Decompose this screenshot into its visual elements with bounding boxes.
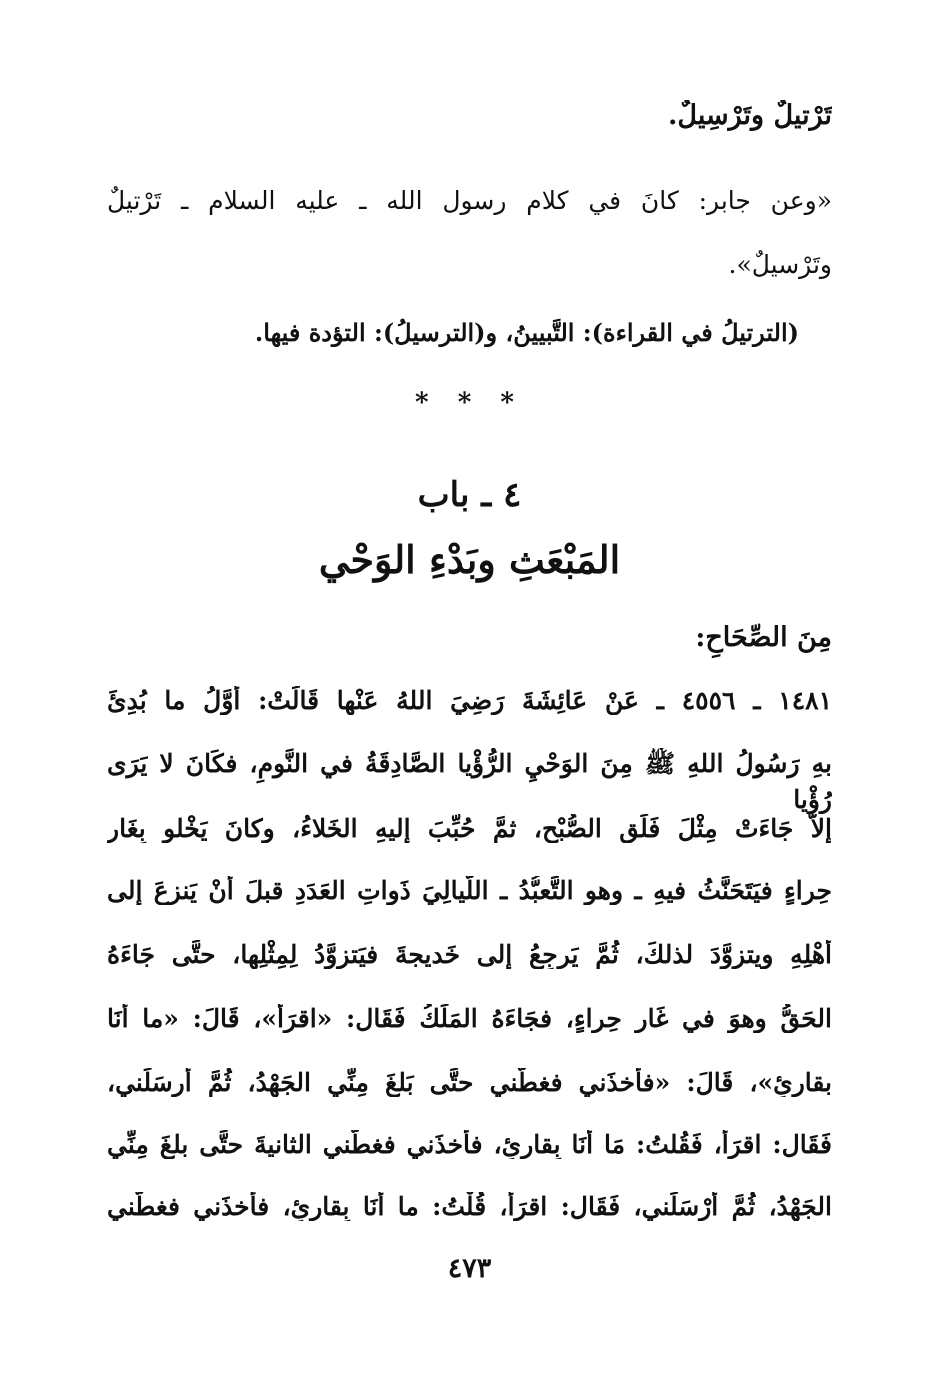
hadith-line: الحَقُّ وهوَ في غَارِ حِراءٍ، فجَاءَهُ المَلَكُ فَقَال: «اقرَأْ»، قَالَ: «ما أَنَا	[107, 1004, 832, 1033]
jabir-quote-line-2: وتَرْسيلٌ».	[728, 250, 832, 279]
chapter-title: المَبْعَثِ وبَدْءِ الوَحْي	[318, 537, 621, 582]
hadith-line: الجَهْدُ، ثُمَّ أَرْسَلَني، فَقَال: اقرَأْ، قُلْتُ: ما أنَا بِقارِئٍ، فأخذَني فغطَّني	[107, 1192, 832, 1221]
page-number: ٤٧٣	[447, 1253, 492, 1284]
hadith-line: أَهْلِهِ ويتزوَّدَ لذلكَ، ثُمَّ يَرجِعُ إلى خَديجةَ فيَتزوَّدُ لِمِثْلِها، حتَّى جَاءَهُ	[107, 940, 832, 969]
chapter-number: ٤ ـ باب	[417, 475, 522, 515]
hadith-line: بهِ رَسُولُ اللهِ ﷺ مِنَ الوَحْيِ الرُّؤْيا الصَّادِقَةُ في النَّومِ، فكَانَ لا يَرَى رُؤْيا	[107, 749, 832, 814]
hadith-line: ١٤٨١ ـ ٤٥٥٦ ـ عَنْ عَائِشَةَ رَضِيَ اللهُ عَنْها قَالَتْ: أَوَّلُ ما بُدِئَ	[107, 686, 832, 715]
section-separator: * * *	[415, 388, 524, 418]
hadith-line: حِراءٍ فيَتَحَنَّثُ فيهِ ـ وهو التَّعبُّدُ ـ اللَّيالِيَ ذَواتِ العَدَدِ قبلَ أنْ يَنزِعَ إلى	[107, 876, 832, 905]
hadith-line: إلاَّ جَاءَتْ مِثْلَ فَلَقِ الصُّبْحِ، ثمَّ حُبِّبَ إليهِ الخَلاءُ، وكانَ يَخْلو بِغَارِ	[107, 814, 832, 843]
jabir-quote-line-1: «وعن جابرٍ: كانَ في كلامِ رسولِ الله ـ عليه السلام ـ تَرْتيلٌ	[107, 186, 832, 215]
hadith-line: فَقَال: اقرَأْ، فَقُلتُ: مَا أَنَا بِقارِئٍ، فأخذَني فغطَّني الثانيةَ حتَّى بلغَ مِنِّي	[107, 1130, 832, 1159]
definition-note: (الترتيلُ في القراءة): التَّبيينُ، و(الترسيلُ): التؤدة فيها.	[254, 318, 799, 347]
continuation-line: تَرْتيلٌ وتَرْسِيلٌ.	[668, 100, 832, 131]
section-label: مِنَ الصِّحَاحِ:	[695, 622, 832, 653]
hadith-line: بقارِئٍ»، قَالَ: «فأخذَني فغطَّني حتَّى بَلغَ مِنِّي الجَهْدُ، ثُمَّ أَرسَلَني،	[107, 1068, 832, 1097]
